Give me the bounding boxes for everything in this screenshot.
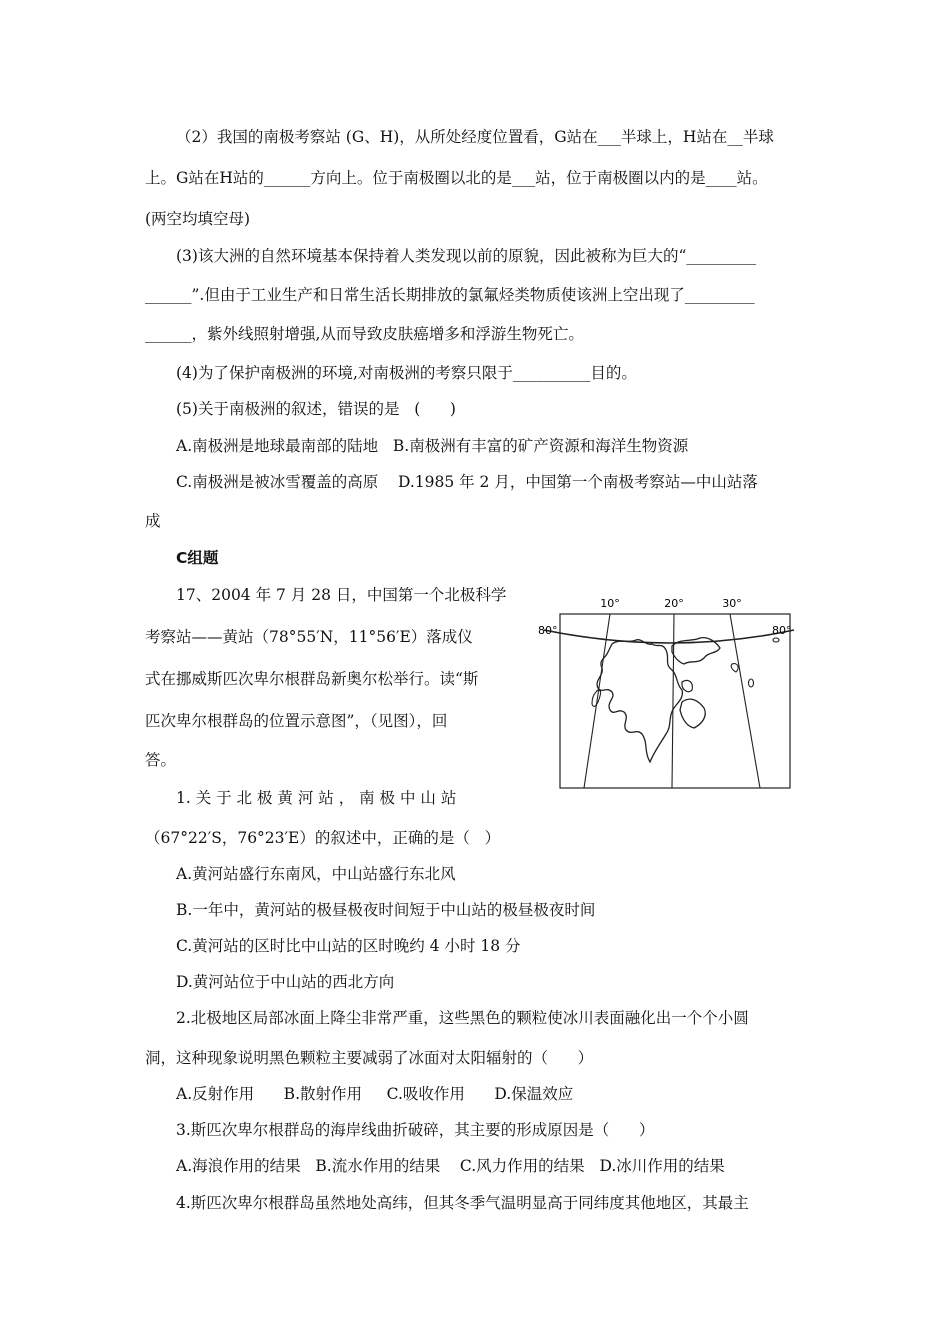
latitude-80-arc <box>544 630 794 643</box>
label-lat-80-right: 80° <box>772 624 792 637</box>
q17-line-1: 17、2004 年 7 月 28 日，中国第一个北极科学 <box>176 586 507 604</box>
q17-line-4: 匹次卑尔根群岛的位置示意图”，（见图），回 <box>145 712 448 730</box>
sq2-line-1: 2.北极地区局部冰面上降尘非常严重，这些黑色的颗粒使冰川表面融化出一个个小圆 <box>176 1009 749 1027</box>
svalbard-location-map <box>532 592 802 792</box>
sq1-option-a: A.黄河站盛行东南风，中山站盛行东北风 <box>176 865 456 883</box>
label-lon-10: 10° <box>600 597 620 610</box>
q3-line-3: ______，紫外线照射增强,从而导致皮肤癌增多和浮游生物死亡。 <box>145 325 584 343</box>
edgeoya-island <box>680 699 705 728</box>
barentsoya-island <box>682 680 692 691</box>
q17-line-2: 考察站——黄站（78°55′N，11°56′E）落成仪 <box>145 628 473 646</box>
spitsbergen-island <box>597 640 682 762</box>
q17-line-5: 答。 <box>145 751 177 769</box>
sq1-option-d: D.黄河站位于中山站的西北方向 <box>176 973 395 991</box>
northeast-islet <box>773 638 779 642</box>
sq2-options: A.反射作用 B.散射作用 C.吸收作用 D.保温效应 <box>176 1085 574 1103</box>
q17-line-3: 式在挪威斯匹次卑尔根群岛新奥尔松举行。读“斯 <box>145 670 479 688</box>
sq1-option-c: C.黄河站的区时比中山站的区时晚约 4 小时 18 分 <box>176 937 521 955</box>
q5-options-ab: A.南极洲是地球最南部的陆地 B.南极洲有丰富的矿产资源和海洋生物资源 <box>176 437 689 455</box>
sq2-line-2: 洞，这种现象说明黑色颗粒主要减弱了冰面对太阳辐射的（ ） <box>145 1049 594 1067</box>
meridian-20 <box>672 614 674 788</box>
sq4-line-1: 4.斯匹次卑尔根群岛虽然地处高纬，但其冬季气温明显高于同纬度其他地区，其最主 <box>176 1194 749 1212</box>
sq1-line-2: （67°22′S，76°23′E）的叙述中，正确的是（ ） <box>145 829 501 847</box>
label-lat-80-left: 80° <box>538 624 558 637</box>
q3-line-1: (3)该大洲的自然环境基本保持着人类发现以前的原貌，因此被称为巨大的“_________ <box>176 247 757 265</box>
kvitoya-islet <box>749 679 754 687</box>
meridian-30 <box>730 614 760 788</box>
sq3-options: A.海浪作用的结果 B.流水作用的结果 C.风力作用的结果 D.冰川作用的结果 <box>176 1157 725 1175</box>
nordaustlandet-island <box>672 638 720 664</box>
sq1-line-1: 1. 关 于 北 极 黄 河 站 ， 南 极 中 山 站 <box>176 789 457 807</box>
label-lon-30: 30° <box>722 597 742 610</box>
q2-line-3: (两空均填空母) <box>145 210 251 228</box>
label-lon-20: 20° <box>664 597 684 610</box>
q5-options-cd-cont: 成 <box>145 512 161 530</box>
sq3-stem: 3.斯匹次卑尔根群岛的海岸线曲折破碎，其主要的形成原因是（ ） <box>176 1121 655 1139</box>
kong-karls-land-island <box>731 664 738 672</box>
q3-line-2: ______”.但由于工业生产和日常生活长期排放的氯氟烃类物质使该洲上空出现了_________ <box>145 286 755 304</box>
q2-line-2: 上。G站在H站的______方向上。位于南极圈以北的是___站，位于南极圈以内的是____站。 <box>145 169 768 187</box>
q2-line-1: （2）我国的南极考察站 (G、H)，从所处经度位置看，G站在___半球上，H站在__半球 <box>176 128 774 146</box>
meridian-10 <box>584 614 610 788</box>
q4-line: (4)为了保护南极洲的环境,对南极洲的考察只限于__________目的。 <box>176 364 637 382</box>
q5-options-cd: C.南极洲是被冰雪覆盖的高原 D.1985 年 2 月，中国第一个南极考察站—中山站落 <box>176 473 758 491</box>
q5-stem: (5)关于南极洲的叙述，错误的是 ( ) <box>176 400 456 418</box>
sq1-option-b: B.一年中，黄河站的极昼极夜时间短于中山站的极昼极夜时间 <box>176 901 596 919</box>
section-heading: C组题 <box>176 549 219 567</box>
